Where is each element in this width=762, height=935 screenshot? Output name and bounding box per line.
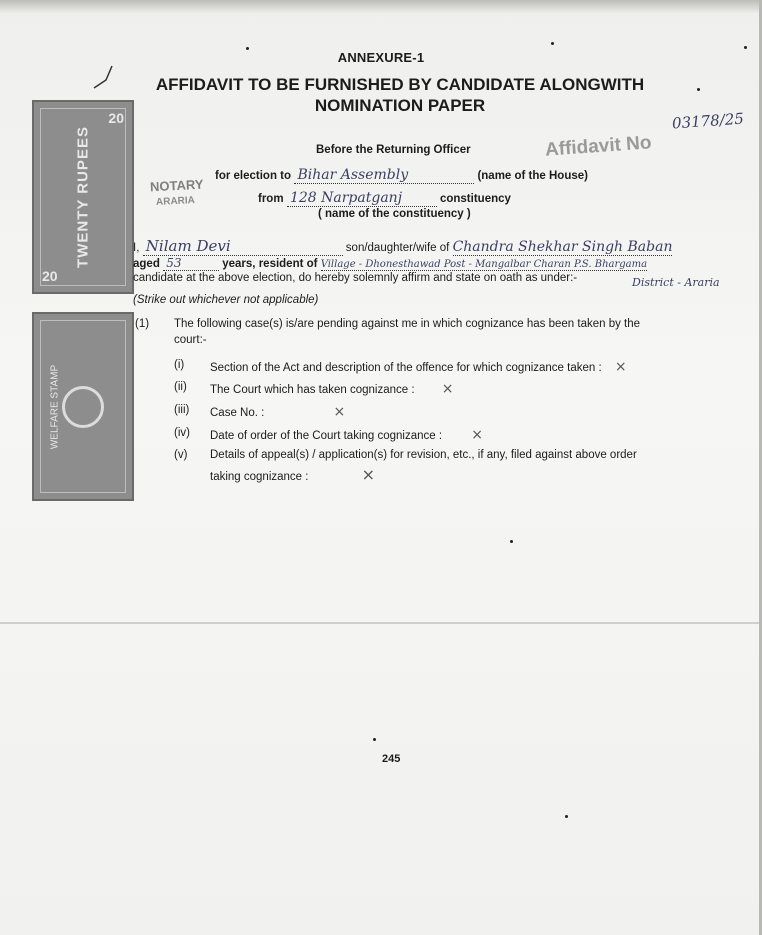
document-title-line2: NOMINATION PAPER <box>314 96 486 115</box>
cross-mark-icon: × <box>441 381 454 397</box>
document-title-line1: AFFIDAVIT TO BE FURNISHED BY CANDIDATE ALONGWITH <box>155 75 645 94</box>
stamp-value: 20 <box>108 110 124 126</box>
district-value: District - Araria <box>632 276 720 289</box>
scan-speck <box>373 738 376 741</box>
paper-fold-line <box>0 622 762 624</box>
stamp-label: TWENTY RUPEES <box>74 126 92 268</box>
residence-value: Village - Dhonesthawad Post - Mangalbar Charan P.S. Bhargama <box>320 259 648 270</box>
emblem-icon <box>62 386 104 428</box>
scan-top-band <box>0 0 762 14</box>
deponent-name: Nilam Devi <box>145 237 231 255</box>
item-text: The Court which has taken cognizance : <box>210 384 415 396</box>
item-roman-i: (i) <box>174 359 185 371</box>
stamp-label: WELFARE STAMP <box>49 364 61 449</box>
election-suffix: (name of the House) <box>477 170 588 182</box>
constituency-line <box>258 190 511 207</box>
item-text-v: Details of appeal(s) / application(s) for revision, etc., if any, filed against above order <box>210 449 637 461</box>
election-prefix: for election to <box>215 170 292 182</box>
item-text-ii <box>210 381 454 397</box>
scan-speck <box>744 46 747 49</box>
from-suffix: constituency <box>439 193 511 205</box>
strike-out-note: (Strike out whichever not applicable) <box>133 294 319 306</box>
scan-speck <box>697 88 700 91</box>
section-text-line2: court:- <box>174 334 207 346</box>
election-value: Bihar Assembly <box>297 167 409 183</box>
cross-mark-icon: × <box>471 427 483 443</box>
section-number: (1) <box>135 318 150 330</box>
annexure-heading: ANNEXURE-1 <box>337 50 425 65</box>
declaration-line: candidate at the above election, do hereby solemnly affirm and state on oath as under:- <box>133 272 578 284</box>
deponent-line <box>133 237 672 256</box>
item-roman-v: (v) <box>174 449 188 461</box>
item-text: Date of order of the Court taking cognizance : <box>210 430 443 442</box>
age-residence-line <box>133 256 647 271</box>
welfare-stamp-bottom <box>32 312 134 501</box>
item-text-iv <box>210 427 483 443</box>
aged-value: 53 <box>166 256 182 270</box>
handwritten-serial-number: 03178/25 <box>671 109 745 133</box>
scan-speck <box>565 815 568 818</box>
from-prefix: from <box>258 193 284 205</box>
item-text: Section of the Act and description of the offence for which cognizance taken : <box>210 362 602 374</box>
election-line <box>215 167 588 184</box>
affidavit-number-stamp: Affidavit No <box>544 132 653 161</box>
i-prefix: I, <box>133 242 140 254</box>
years-label: years, resident of <box>222 258 318 270</box>
constituency-note: ( name of the constituency ) <box>318 208 471 220</box>
notary-place: ARARIA <box>155 194 196 209</box>
item-roman-ii: (ii) <box>174 381 187 393</box>
relation-name: Chandra Shekhar Singh Baban <box>452 239 673 255</box>
item-text-v-cont <box>210 465 375 484</box>
aged-label: aged <box>133 258 160 270</box>
pen-mark-icon <box>90 60 120 100</box>
cross-mark-icon: × <box>614 359 627 375</box>
section-text-line1: The following case(s) is/are pending against me in which cognizance has been taken by the <box>174 318 641 330</box>
item-text-i <box>210 359 627 375</box>
item-roman-iv: (iv) <box>174 427 190 439</box>
cross-mark-icon: × <box>333 404 346 420</box>
item-text: Case No. : <box>210 407 265 419</box>
before-returning-officer: Before the Returning Officer <box>316 144 471 156</box>
revenue-stamp-top <box>32 100 134 294</box>
cross-mark-icon: × <box>361 465 376 484</box>
constituency-value: 128 Narpatganj <box>289 190 403 206</box>
item-roman-iii: (iii) <box>174 404 190 416</box>
item-text-iii <box>210 404 345 420</box>
notary-stamp: NOTARY <box>149 176 204 195</box>
page-number: 245 <box>382 753 401 765</box>
scan-speck <box>510 540 513 543</box>
stamp-value: 20 <box>42 268 58 284</box>
scan-speck <box>551 42 554 45</box>
item-text: taking cognizance : <box>210 471 309 483</box>
relation-label: son/daughter/wife of <box>345 242 450 254</box>
